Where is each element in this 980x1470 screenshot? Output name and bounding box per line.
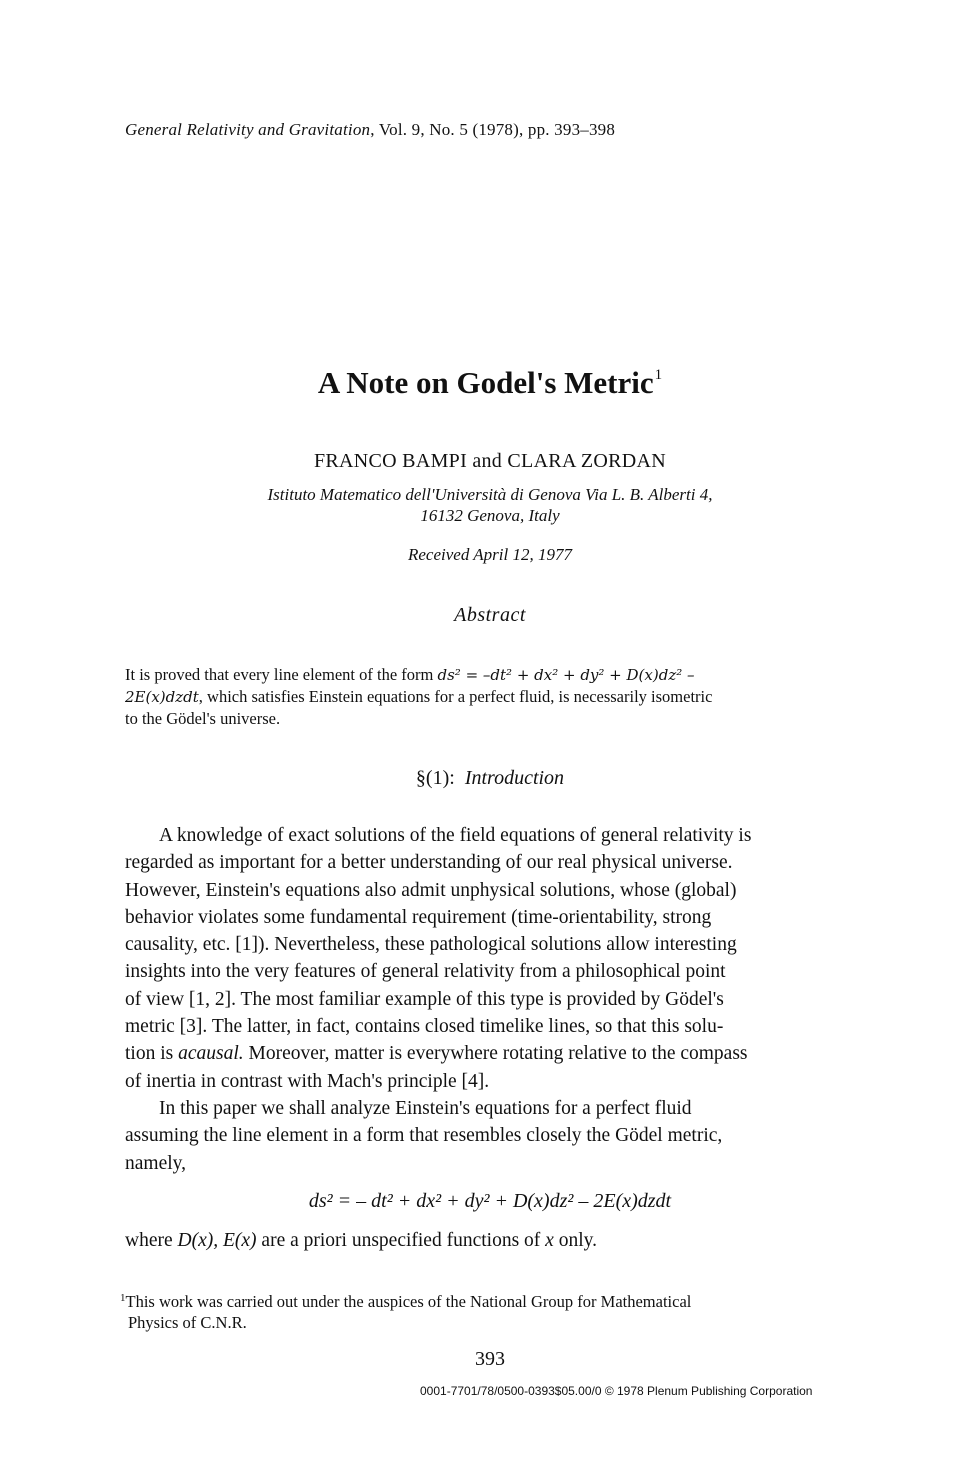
body-text	[125, 822, 855, 1177]
where-variable: x	[545, 1230, 554, 1251]
body-line: assuming the line element in a form that resembles closely the Gödel metric,	[125, 1125, 723, 1147]
body-line: metric [3]. The latter, in fact, contains closed timelike lines, so that this solu-	[125, 1016, 724, 1038]
copyright-line: 0001-7701/78/0500-0393$05.00/0 © 1978 Plenum Publishing Corporation	[420, 1384, 813, 1398]
page-number: 393	[475, 1348, 505, 1370]
where-post: only.	[553, 1230, 597, 1251]
footnote-line-1-text: This work was carried out under the auspices of the National Group for Mathematical	[125, 1292, 692, 1311]
abstract-line-2-text: , which satisfies Einstein equations for a perfect fluid, is necessarily isometric	[198, 687, 713, 706]
footnote-line-2: Physics of C.N.R.	[128, 1313, 247, 1332]
emphasis-acausal: acausal.	[178, 1043, 244, 1065]
body-line: behavior violates some fundamental requirement (time-orientability, strong	[125, 906, 712, 928]
body-line: In this paper we shall analyze Einstein's equations for a perfect fluid	[159, 1097, 692, 1119]
received-date: Received April 12, 1977	[408, 545, 572, 564]
journal-name: General Relativity and Gravitation	[125, 120, 371, 139]
body-line: namely,	[125, 1152, 187, 1174]
abstract-line-1-text: It is proved that every line element of the form	[125, 665, 438, 684]
body-line: However, Einstein's equations also admit unphysical solutions, whose (global)	[125, 879, 737, 901]
abstract-line-3: to the Gödel's universe.	[125, 709, 281, 728]
footnote-mark: 1	[120, 1292, 126, 1304]
abstract-heading: Abstract	[454, 604, 526, 626]
body-line	[125, 1040, 855, 1067]
abstract-line-1	[125, 664, 845, 686]
body-line: insights into the very features of general relativity from a philosophical point	[125, 961, 726, 983]
affiliation-line-2: 16132 Genova, Italy	[420, 506, 560, 525]
section-heading	[0, 767, 980, 790]
footnote-line-1	[120, 1288, 850, 1312]
journal-details: , Vol. 9, No. 5 (1978), pp. 393–398	[370, 120, 616, 139]
abstract-math-1: ds² = –dt² + dx² + dy² + D(x)dz² –	[437, 666, 695, 684]
affiliation-line-1: Istituto Matematico dell'Università di Genova Via L. B. Alberti 4,	[267, 485, 713, 504]
affiliation	[0, 484, 980, 526]
where-functions: D(x), E(x)	[177, 1230, 257, 1251]
body-line-pre: tion is	[125, 1043, 179, 1065]
body-line: A knowledge of exact solutions of the field equations of general relativity is	[159, 825, 752, 846]
footnote	[120, 1288, 850, 1333]
abstract-math-2: 2E(x)dzdt	[125, 688, 199, 706]
section-number: §(1):	[415, 767, 455, 789]
where-mid: are a priori unspecified functions of	[256, 1230, 546, 1251]
paper-title	[0, 365, 980, 401]
body-line-post: Moreover, matter is everywhere rotating relative to the compass	[243, 1043, 748, 1065]
body-line: regarded as important for a better understanding of our real physical universe.	[125, 852, 733, 874]
section-title: Introduction	[464, 767, 565, 789]
abstract-text	[125, 664, 845, 729]
abstract-line-2	[125, 686, 845, 708]
body-line: of inertia in contrast with Mach's principle [4].	[125, 1070, 490, 1092]
line-element-equation: ds² = – dt² + dx² + dy² + D(x)dz² – 2E(x)dzdt	[308, 1190, 672, 1212]
where-pre: where	[125, 1230, 178, 1251]
authors: FRANCO BAMPI and CLARA ZORDAN	[313, 450, 667, 472]
title-footnote-mark: 1	[654, 367, 663, 383]
body-line: of view [1, 2]. The most familiar example of this type is provided by Gödel's	[125, 988, 724, 1010]
journal-citation	[125, 120, 615, 140]
where-clause	[125, 1230, 597, 1252]
body-line: causality, etc. [1]). Nevertheless, these pathological solutions allow interesting	[125, 934, 737, 956]
paper-title-text: A Note on Godel's Metric	[317, 365, 654, 400]
